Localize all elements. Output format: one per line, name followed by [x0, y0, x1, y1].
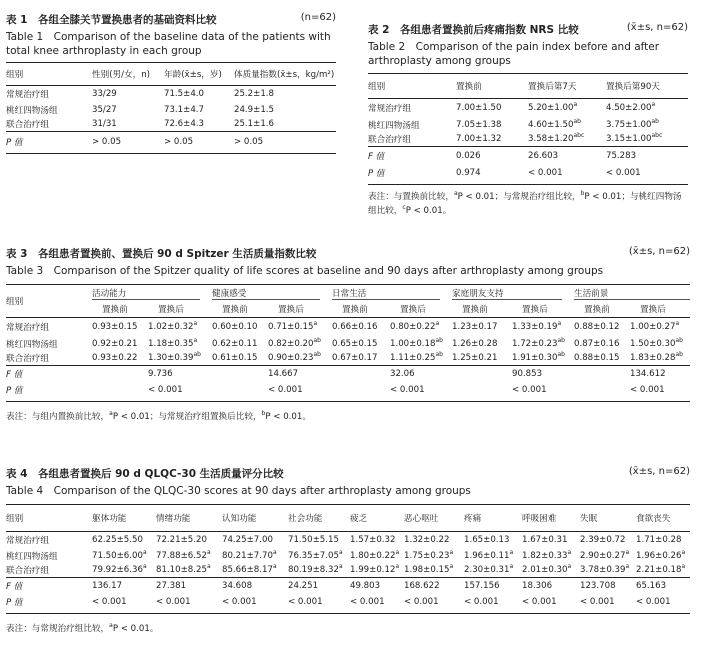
cell: 3.78±0.39$^a$ [580, 562, 630, 575]
subheader-cell: 置换后 [158, 304, 184, 315]
cell: 0.82±0.20$^{ab}$ [268, 337, 321, 349]
cell: 1.23±0.17 [452, 322, 498, 333]
cell: < 0.001 [606, 168, 641, 178]
cell: 1.82±0.33$^a$ [522, 549, 572, 561]
subheader-cell: 置换后 [640, 304, 666, 315]
header-cell: 体质量指数(x̄±s，kg/m²) [234, 69, 335, 80]
row-label: 桃红四物汤组 [368, 121, 420, 131]
row-label: 常规治疗组 [368, 104, 411, 115]
row-label: P 值 [6, 138, 23, 149]
p-value-row [6, 131, 336, 153]
cell: 0.93±0.22 [92, 352, 138, 363]
cell: 1.02±0.32$^a$ [148, 320, 198, 333]
cell: 0.93±0.15 [92, 322, 138, 333]
cell: 1.57±0.32 [350, 535, 396, 546]
domain-header: 家庭朋友支持 [452, 285, 574, 301]
subheader-cell: 置换后 [278, 304, 304, 315]
cell: 1.30±0.39$^{ab}$ [148, 350, 201, 363]
cell: 0.65±0.15 [332, 339, 378, 349]
header-cell: 年龄(x̄±s，岁) [164, 69, 222, 80]
cell: 49.803 [350, 581, 381, 592]
f-value-row [368, 146, 688, 166]
cell: 0.92±0.21 [92, 339, 138, 349]
header-cell: 失眠 [580, 513, 598, 524]
cell: 1.96±0.26$^a$ [636, 549, 686, 561]
cell: < 0.001 [92, 597, 127, 607]
table3 [6, 246, 690, 424]
cell: 0.61±0.15 [212, 352, 258, 363]
cell: 81.10±8.25$^a$ [156, 562, 211, 575]
cell: 71.5±4.0 [164, 89, 205, 100]
header-cell: 置换前 [456, 81, 482, 92]
cell: < 0.001 [580, 597, 615, 607]
cell: 7.00±1.50 [456, 103, 502, 114]
cell: < 0.001 [268, 385, 303, 395]
header-cell: 疲乏 [350, 513, 368, 524]
table3-title-cn: 表 3 各组患者置换前、置换后 90 d Spitzer 生活质量指数比较 (x̄±s, n=62) [6, 246, 690, 260]
cell: 1.33±0.19$^a$ [512, 320, 562, 333]
cell: < 0.001 [512, 385, 547, 395]
table2-title-cn: 表 2 各组患者置换前后疼痛指数 NRS 比较 (x̄±s, n=62) [368, 22, 688, 36]
header-cell: 食欲丧失 [636, 513, 671, 524]
cell: 7.05±1.38 [456, 120, 502, 130]
cell: 0.88±0.12 [574, 322, 620, 333]
cell: 2.90±0.27$^a$ [580, 549, 630, 561]
cell: 25.2±1.8 [234, 89, 275, 100]
cell: 35/27 [92, 105, 117, 115]
cell: 74.25±7.00 [222, 535, 273, 546]
cell: 1.72±0.23$^{ab}$ [512, 337, 565, 349]
cell: 1.91±0.30$^{ab}$ [512, 350, 565, 363]
header-cell: 性别(男/女，n) [92, 69, 151, 80]
table-row [6, 531, 690, 549]
row-label: P 值 [368, 169, 385, 179]
header-cell: 组别 [6, 296, 24, 307]
cell: 0.974 [456, 168, 481, 178]
cell: 24.9±1.5 [234, 105, 275, 115]
cell: 26.603 [528, 151, 559, 162]
header-cell: 组别 [368, 81, 386, 92]
table4-n-label: (x̄±s, n=62) [628, 466, 690, 477]
cell: < 0.001 [288, 597, 323, 607]
cell: 9.736 [148, 369, 173, 380]
cell: 72.6±4.3 [164, 118, 205, 129]
row-label: 常规治疗组 [6, 536, 49, 547]
header-cell: 情绪功能 [156, 513, 191, 524]
table-subheader-row [6, 301, 690, 317]
header-cell: 置换后第7天 [528, 81, 577, 92]
table-row [6, 337, 690, 351]
cell: 1.11±0.25$^{ab}$ [390, 350, 443, 363]
cell: 168.622 [404, 581, 440, 592]
row-label: 常规治疗组 [6, 323, 49, 334]
cell: 73.1±4.7 [164, 105, 205, 115]
row-label: F 值 [368, 152, 385, 163]
cell: 157.156 [464, 581, 500, 592]
table-row [6, 117, 336, 131]
table2-title-en: Table 2 Comparison of the pain index before and after arthroplasty among groups [368, 41, 660, 67]
cell: < 0.001 [630, 385, 665, 395]
table1-title-en: Table 1 Comparison of the baseline data of the patients with total knee arthroplasty in each group [6, 31, 331, 57]
header-cell: 恶心呕吐 [404, 513, 439, 524]
cell: 0.71±0.15$^a$ [268, 320, 318, 333]
cell: < 0.001 [528, 168, 563, 178]
cell: < 0.001 [636, 597, 671, 607]
cell: < 0.001 [222, 597, 257, 607]
cell: 18.306 [522, 581, 553, 592]
table3-n-label: (x̄±s, n=62) [628, 246, 690, 257]
table1-title-cn: 表 1 各组全膝关节置换患者的基础资料比较 (n=62) [6, 12, 336, 26]
cell: 80.21±7.70$^a$ [222, 549, 277, 561]
subheader-cell: 置换前 [102, 304, 128, 315]
cell: 134.612 [630, 369, 666, 380]
cell: 27.381 [156, 581, 187, 592]
cell: 33/29 [92, 89, 117, 100]
table-row [6, 85, 336, 103]
cell: < 0.001 [404, 597, 439, 607]
cell: 71.50±6.00$^a$ [92, 549, 147, 561]
cell: 0.62±0.11 [212, 339, 258, 349]
cell: 1.96±0.11$^a$ [464, 549, 514, 561]
cell: 2.21±0.18$^a$ [636, 562, 686, 575]
subheader-cell: 置换后 [400, 304, 426, 315]
cell: 75.283 [606, 151, 637, 162]
cell: > 0.05 [234, 137, 264, 148]
cell: 1.00±0.18$^{ab}$ [390, 337, 443, 349]
cell: 32.06 [390, 369, 415, 380]
row-label: 常规治疗组 [6, 90, 49, 101]
cell: 2.39±0.72 [580, 535, 626, 546]
cell: 77.88±6.52$^a$ [156, 549, 211, 561]
domain-header: 生活前景 [574, 285, 690, 301]
f-value-row [6, 577, 690, 595]
cell: 1.98±0.15$^a$ [404, 562, 454, 575]
cell: 1.83±0.28$^{ab}$ [630, 350, 683, 363]
table1-grid [6, 63, 336, 153]
table2-n-label: (x̄±s, n=62) [626, 22, 688, 33]
cell: 7.00±1.32 [456, 133, 502, 144]
header-cell: 社会功能 [288, 513, 323, 524]
cell: 4.50±2.00$^a$ [606, 101, 656, 114]
cell: < 0.001 [156, 597, 191, 607]
cell: 1.71±0.28 [636, 535, 682, 546]
row-label: 联合治疗组 [6, 565, 49, 576]
table1 [6, 12, 336, 154]
row-label: 联合治疗组 [6, 119, 49, 130]
cell: 5.20±1.00$^a$ [528, 101, 578, 114]
cell: 136.17 [92, 581, 123, 592]
table-row [6, 549, 690, 563]
row-label: 联合治疗组 [6, 353, 49, 364]
cell: > 0.05 [164, 137, 194, 148]
table-row [6, 351, 690, 365]
table-row [6, 103, 336, 117]
cell: 2.01±0.30$^a$ [522, 562, 572, 575]
cell: 1.75±0.23$^a$ [404, 549, 454, 561]
cell: 0.67±0.17 [332, 352, 378, 363]
domain-header: 日常生活 [332, 285, 452, 301]
cell: 1.67±0.31 [522, 535, 568, 546]
table4 [6, 466, 690, 636]
cell: 65.163 [636, 581, 667, 592]
header-cell: 呼吸困难 [522, 513, 557, 524]
table1-n-label: (n=62) [300, 12, 336, 23]
cell: 0.60±0.10 [212, 322, 258, 333]
subheader-cell: 置换前 [584, 304, 610, 315]
table-header-row [368, 74, 688, 98]
table4-title-cn: 表 4 各组患者置换后 90 d QLQC-30 生活质量评分比较 (x̄±s, n=62) [6, 466, 690, 480]
header-cell: 组别 [6, 69, 24, 80]
table-header-row [6, 505, 690, 531]
cell: 85.66±8.17$^a$ [222, 562, 277, 575]
cell: < 0.001 [350, 597, 385, 607]
cell: 1.65±0.13 [464, 535, 510, 546]
header-cell: 置换后第90天 [606, 81, 660, 92]
header-cell: 认知功能 [222, 513, 257, 524]
cell: 0.88±0.15 [574, 352, 620, 363]
cell: 0.80±0.22$^a$ [390, 320, 440, 333]
cell: 80.19±8.32$^a$ [288, 562, 343, 575]
cell: 79.92±6.36$^a$ [92, 562, 147, 575]
f-value-row [6, 365, 690, 383]
cell: 123.708 [580, 581, 616, 592]
cell: 14.667 [268, 369, 299, 380]
row-label: 联合治疗组 [368, 134, 411, 145]
table2-grid [368, 74, 688, 180]
cell: 1.26±0.28 [452, 339, 498, 349]
cell: 0.026 [456, 151, 481, 162]
subheader-cell: 置换前 [222, 304, 248, 315]
table4-title-en: Table 4 Comparison of the QLQC-30 scores at 90 days after arthroplasty among groups [6, 485, 471, 497]
table-header-row [6, 63, 336, 85]
cell: 34.608 [222, 581, 253, 592]
cell: 1.50±0.30$^{ab}$ [630, 337, 683, 349]
header-cell: 躯体功能 [92, 513, 127, 524]
row-label: 桃红四物汤组 [6, 340, 58, 350]
row-label: F 值 [6, 370, 23, 381]
table3-grid [6, 285, 690, 397]
domain-header: 活动能力 [92, 285, 212, 301]
subheader-cell: 置换后 [522, 304, 548, 315]
table-row [368, 98, 688, 118]
row-label: 桃红四物汤组 [6, 106, 58, 116]
cell: < 0.001 [464, 597, 499, 607]
table4-footnote: 表注：与常规治疗组比较，$^a$P < 0.01。 [6, 622, 159, 634]
table2-footnote: 表注：与置换前比较，$^a$P < 0.01；与常规治疗组比较，$^b$P < 0.01；与桃红四物汤组比较，$^c$P < 0.01。 [368, 190, 682, 216]
cell: < 0.001 [148, 385, 183, 395]
cell: 1.25±0.21 [452, 352, 498, 363]
cell: 72.21±5.20 [156, 535, 207, 546]
cell: 3.58±1.20$^{abc}$ [528, 131, 585, 144]
row-label: F 值 [6, 582, 23, 593]
table-row [6, 317, 690, 337]
header-cell: 疼痛 [464, 513, 482, 524]
cell: 90.853 [512, 369, 543, 380]
subheader-cell: 置换前 [462, 304, 488, 315]
cell: 2.30±0.31$^a$ [464, 562, 514, 575]
cell: < 0.001 [522, 597, 557, 607]
p-value-row [368, 166, 688, 180]
table-row [368, 118, 688, 132]
table3-footnote: 表注：与组内置换前比较，$^a$P < 0.01；与常规治疗组置换后比较，$^b$P < 0.01。 [6, 410, 311, 422]
cell: 1.99±0.12$^a$ [350, 562, 400, 575]
cell: 1.32±0.22 [404, 535, 450, 546]
cell: < 0.001 [390, 385, 425, 395]
table-row [6, 563, 690, 577]
cell: 24.251 [288, 581, 319, 592]
table-row [368, 132, 688, 146]
table3-title-en: Table 3 Comparison of the Spitzer quality of life scores at baseline and 90 days after arthroplasty among groups [6, 265, 604, 277]
subheader-cell: 置换前 [342, 304, 368, 315]
row-label: P 值 [6, 598, 23, 608]
row-label: P 值 [6, 386, 23, 396]
cell: 0.66±0.16 [332, 322, 378, 333]
cell: 76.35±7.05$^a$ [288, 549, 343, 561]
header-cell: 组别 [6, 513, 24, 524]
table-header-row [6, 285, 690, 301]
cell: 0.87±0.16 [574, 339, 620, 349]
cell: 1.18±0.35$^a$ [148, 337, 198, 349]
cell: 25.1±1.6 [234, 118, 275, 129]
cell: 1.00±0.27$^a$ [630, 320, 680, 333]
cell: 71.50±5.15 [288, 535, 339, 546]
cell: 1.80±0.22$^a$ [350, 549, 400, 561]
cell: 3.15±1.00$^{abc}$ [606, 131, 663, 144]
domain-header: 健康感受 [212, 285, 332, 301]
row-label: 桃红四物汤组 [6, 552, 58, 562]
cell: 0.90±0.23$^{ab}$ [268, 350, 321, 363]
cell: 31/31 [92, 118, 117, 129]
cell: 62.25±5.50 [92, 535, 143, 546]
cell: > 0.05 [92, 137, 122, 148]
table2 [368, 22, 688, 218]
cell: 3.75±1.00$^{ab}$ [606, 118, 659, 130]
p-value-row [6, 383, 690, 397]
p-value-row [6, 595, 690, 609]
table4-grid [6, 505, 690, 609]
cell: 4.60±1.50$^{ab}$ [528, 118, 581, 130]
